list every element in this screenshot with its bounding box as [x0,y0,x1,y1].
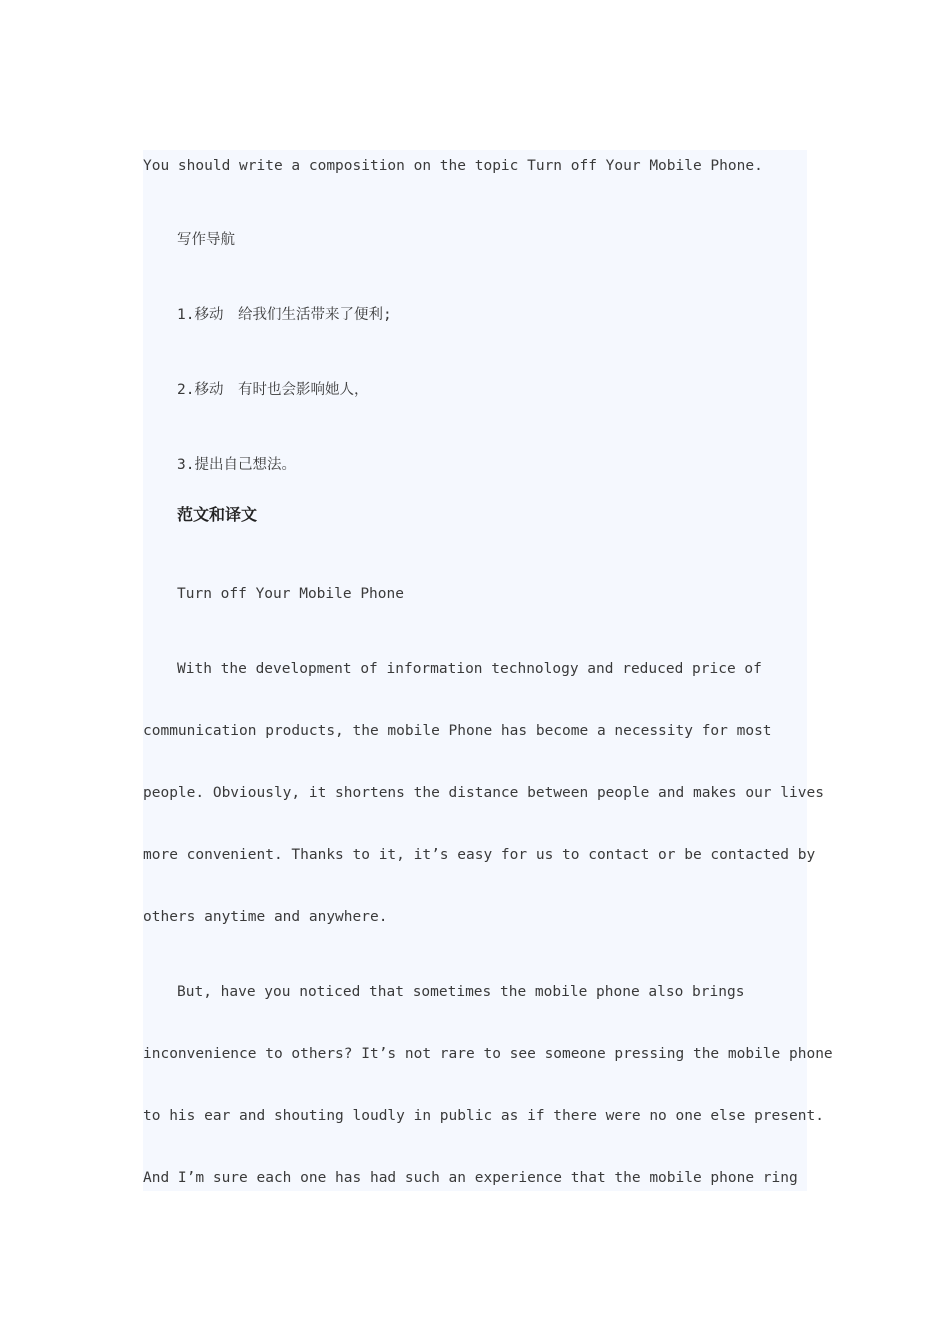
guide-point-1: 1.移动 给我们生活带来了便利; [177,307,392,323]
guide-point-3: 3.提出自己想法。 [177,457,296,473]
sample-heading: 范文和译文 [177,505,258,524]
document-content [143,150,833,1191]
paragraph-1-line: people. Obviously, it shortens the distance between people and makes our lives [143,785,824,801]
paragraph-1-line: With the development of information technology and reduced price of [177,661,762,677]
paragraph-1-line: more convenient. Thanks to it, it’s easy for us to contact or be contacted by [143,847,816,863]
paragraph-2-line: But, have you noticed that sometimes the mobile phone also brings [177,984,745,1000]
paragraph-2-line: to his ear and shouting loudly in public as if there were no one else present. [143,1108,824,1124]
essay-title: Turn off Your Mobile Phone [177,586,404,602]
paragraph-2-line: inconvenience to others? It’s not rare to see someone pressing the mobile phone [143,1046,833,1062]
guide-title: 写作导航 [177,232,235,248]
paragraph-2-line: And I’m sure each one has had such an experience that the mobile phone ring [143,1170,798,1186]
composition-prompt: You should write a composition on the topic Turn off Your Mobile Phone. [143,158,763,174]
paragraph-1-line: others anytime and anywhere. [143,909,388,925]
paragraph-1-line: communication products, the mobile Phone has become a necessity for most [143,723,772,739]
guide-point-2: 2.移动 有时也会影响她人， [177,382,369,398]
